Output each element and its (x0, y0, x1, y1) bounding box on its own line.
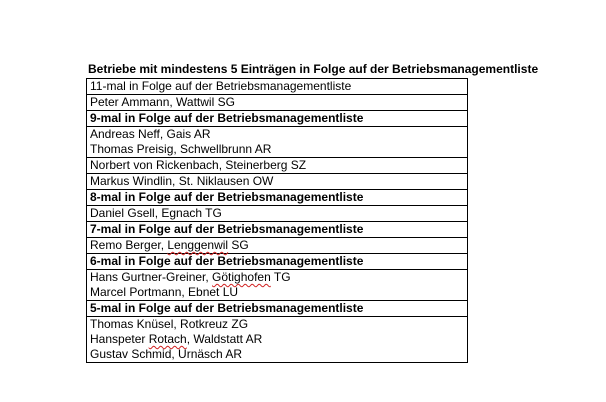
table-row (87, 158, 467, 174)
spellcheck-word: Götighofen (212, 270, 271, 284)
list-item (90, 270, 467, 285)
list-item: Norbert von Rickenbach, Steinerberg SZ (90, 158, 307, 172)
entry-text: Hans Gurtner-Greiner, (90, 270, 213, 284)
table-row (87, 222, 467, 238)
table-row (87, 174, 467, 190)
list-item: Daniel Gsell, Egnach TG (90, 206, 222, 220)
entry-text: TG (270, 270, 291, 284)
list-item: Gustav Schmid, Urnäsch AR (90, 347, 243, 361)
table-row (87, 238, 467, 254)
list-item: Thomas Preisig, Schwellbrunn AR (90, 142, 272, 156)
list-item: Markus Windlin, St. Niklausen OW (90, 174, 274, 188)
table-row (87, 206, 467, 222)
list-item (90, 238, 467, 253)
entry-text: Hanspeter (90, 332, 149, 346)
entry-text: Remo Berger, (90, 238, 168, 252)
list-item: Thomas Knüsel, Rotkreuz ZG (90, 317, 249, 331)
table-row (87, 190, 467, 206)
spellcheck-word: Lenggenwil (167, 238, 229, 252)
entry-text: SG (228, 238, 249, 252)
section-heading-7: 7-mal in Folge auf der Betriebsmanagementliste (90, 222, 364, 236)
table-row (87, 111, 467, 127)
section-heading-6: 6-mal in Folge auf der Betriebsmanagementliste (90, 254, 364, 268)
table-row (87, 270, 467, 301)
list-item: Andreas Neff, Gais AR (90, 127, 211, 141)
table-row (87, 79, 467, 95)
list-item: Peter Ammann, Wattwil SG (90, 95, 235, 109)
list-item (90, 332, 467, 347)
list-item: Marcel Portmann, Ebnet LU (90, 285, 239, 299)
section-heading-11: 11-mal in Folge auf der Betriebsmanagementliste (90, 79, 352, 93)
spellcheck-word: Rotach (148, 332, 187, 346)
table-row (87, 317, 467, 363)
table-row (87, 301, 467, 317)
section-heading-5: 5-mal in Folge auf der Betriebsmanagementliste (90, 301, 364, 315)
farm-list-table (86, 78, 468, 363)
table-row (87, 254, 467, 270)
table-row (87, 95, 467, 111)
section-heading-8: 8-mal in Folge auf der Betriebsmanagementliste (90, 190, 364, 204)
document-title: Betriebe mit mindestens 5 Einträgen in Folge auf der Betriebsmanagementliste (88, 62, 539, 76)
entry-text: , Waldstatt AR (186, 332, 263, 346)
table-row (87, 127, 467, 158)
section-heading-9: 9-mal in Folge auf der Betriebsmanagementliste (90, 111, 364, 125)
